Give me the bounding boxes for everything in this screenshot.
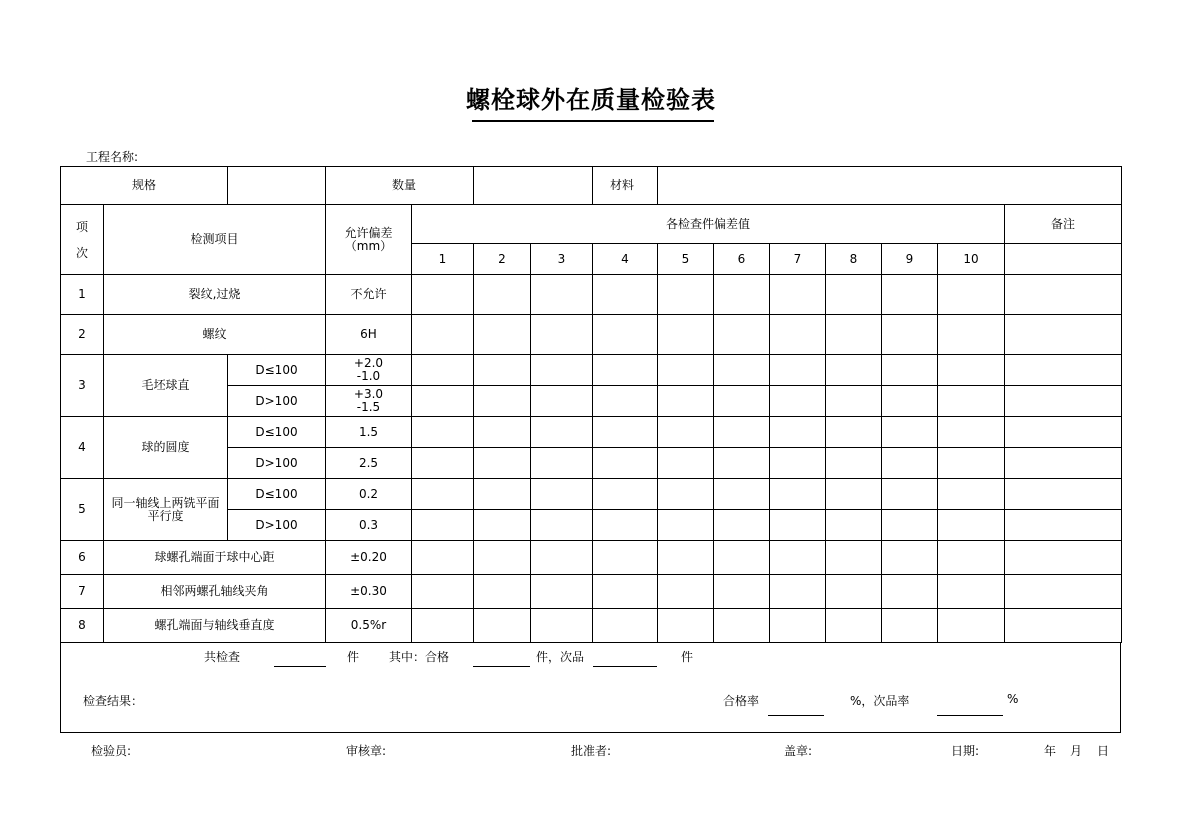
remarks-cell[interactable] [1005,541,1122,575]
deviation-cell[interactable] [714,609,770,643]
inspector-label: 检验员: [91,744,132,758]
deviation-cell[interactable] [882,448,938,479]
deviation-cell[interactable] [714,541,770,575]
deviation-cell[interactable] [882,275,938,315]
row-subitem: D≤100 [228,479,326,510]
column-7: 7 [770,244,826,275]
remarks-cell[interactable] [1005,275,1122,315]
pass-rate-label: 合格率 [723,694,760,708]
deviation-cell[interactable] [412,448,474,479]
remarks-cell[interactable] [1005,575,1122,609]
deviation-cell[interactable] [474,575,531,609]
row-no: 2 [61,315,104,355]
deviation-cell[interactable] [531,575,593,609]
row-no: 5 [61,479,104,541]
row-no: 1 [61,275,104,315]
table-row [61,355,1122,386]
tolerance-lower: -1.5 [356,400,381,414]
deviation-cell[interactable] [531,386,593,417]
row-no: 6 [61,541,104,575]
row-item-line2: 平行度 [147,508,184,523]
header-row [61,205,1122,244]
tolerance-header [326,205,412,275]
quantity-label: 数量 [326,167,474,205]
row-no: 3 [61,355,104,417]
deviation-cell[interactable] [658,355,714,386]
title-underline [472,120,714,122]
deviation-cell[interactable] [412,575,474,609]
deviation-cell[interactable] [658,541,714,575]
column-4: 4 [593,244,658,275]
tolerance-header-line1: 允许偏差 [344,225,393,240]
remarks-cell[interactable] [1005,355,1122,386]
deviation-cell[interactable] [474,315,531,355]
row-item: 球的圆度 [104,417,228,479]
deviation-cell[interactable] [531,609,593,643]
reviewer-label: 审核章: [346,744,387,758]
row-tolerance: 不允许 [326,275,412,315]
row-tolerance: 6H [326,315,412,355]
total-checked-label: 共检查 [204,650,241,664]
row-item: 裂纹,过烧 [104,275,326,315]
deviation-cell[interactable] [531,275,593,315]
row-tolerance: ±0.30 [326,575,412,609]
deviation-cell[interactable] [714,575,770,609]
row-item: 毛坯球直 [104,355,228,417]
pass-rate-blank[interactable] [768,715,824,716]
remarks-cell[interactable] [1005,386,1122,417]
deviation-cell[interactable] [882,609,938,643]
approver-label: 批准者: [571,744,612,758]
deviation-cell[interactable] [474,541,531,575]
defect-rate-label: %，次品率 [850,694,910,708]
table-row [61,541,1122,575]
remarks-cell[interactable] [1005,448,1122,479]
deviation-cell[interactable] [412,479,474,510]
column-8: 8 [826,244,882,275]
deviation-cell[interactable] [412,386,474,417]
deviation-cell[interactable] [474,386,531,417]
deviation-cell[interactable] [882,575,938,609]
project-name-label: 工程名称: [86,150,139,164]
row-item-line1: 同一轴线上两铣平面 [111,495,220,510]
deviation-cell[interactable] [658,417,714,448]
row-item: 相邻两螺孔轴线夹角 [104,575,326,609]
deviation-cell[interactable] [938,609,1005,643]
row-no: 7 [61,575,104,609]
deviation-cell[interactable] [938,417,1005,448]
deviation-cell[interactable] [770,275,826,315]
deviation-cell[interactable] [658,275,714,315]
column-3: 3 [531,244,593,275]
pieces-label: 件 [347,650,360,664]
deviation-cell[interactable] [714,417,770,448]
material-value[interactable] [658,167,1122,205]
deviation-cell[interactable] [593,479,658,510]
remarks-header: 备注 [1005,205,1122,244]
deviation-cell[interactable] [714,355,770,386]
row-item: 螺孔端面与轴线垂直度 [104,609,326,643]
deviation-cell[interactable] [412,315,474,355]
deviation-cell[interactable] [938,315,1005,355]
deviation-cell[interactable] [714,315,770,355]
deviation-cell[interactable] [531,479,593,510]
column-10: 10 [938,244,1005,275]
tolerance-upper: +2.0 [353,356,384,370]
deviation-cell[interactable] [474,479,531,510]
deviation-cell[interactable] [770,448,826,479]
deviation-cell[interactable] [593,275,658,315]
deviation-cell[interactable] [938,355,1005,386]
item-no-header-text: 项次 [75,219,88,260]
item-header: 检测项目 [104,205,326,275]
summary-section [60,642,1121,733]
deviation-cell[interactable] [826,448,882,479]
pass-label: 其中：合格 [389,650,450,664]
deviation-cell[interactable] [770,355,826,386]
deviation-cell[interactable] [826,275,882,315]
deviation-cell[interactable] [593,386,658,417]
row-no: 8 [61,609,104,643]
column-1: 1 [412,244,474,275]
deviation-cell[interactable] [412,609,474,643]
deviation-cell[interactable] [531,448,593,479]
deviation-cell[interactable] [531,510,593,541]
deviation-cell[interactable] [474,609,531,643]
column-5: 5 [658,244,714,275]
spec-value[interactable] [228,167,326,205]
deviation-cell[interactable] [938,386,1005,417]
deviation-cell[interactable] [882,386,938,417]
deviation-cell[interactable] [826,575,882,609]
defective-label: 件，次品 [536,650,585,664]
row-no: 4 [61,417,104,479]
deviation-cell[interactable] [593,541,658,575]
deviation-cell[interactable] [882,315,938,355]
deviation-cell[interactable] [658,479,714,510]
remarks-cell[interactable] [1005,609,1122,643]
table-row [61,575,1122,609]
table-row [61,479,1122,510]
deviation-cell[interactable] [658,575,714,609]
deviation-cell[interactable] [412,541,474,575]
row-tolerance [326,386,412,417]
material-label: 材料 [593,167,658,205]
row-tolerance: 0.3 [326,510,412,541]
deviation-cell[interactable] [826,355,882,386]
deviation-cell[interactable] [826,510,882,541]
deviation-cell[interactable] [826,609,882,643]
page-title: 螺栓球外在质量检验表 [466,85,716,114]
seal-label: 盖章: [784,744,813,758]
deviation-cell[interactable] [593,448,658,479]
deviation-cell[interactable] [882,510,938,541]
table-row [61,315,1122,355]
deviation-cell[interactable] [714,386,770,417]
date-label: 日期: [951,744,980,758]
deviation-cell[interactable] [531,541,593,575]
deviation-cell[interactable] [938,510,1005,541]
remarks-blank [1005,244,1122,275]
row-subitem: D>100 [228,386,326,417]
deviation-cell[interactable] [658,609,714,643]
tolerance-upper: +3.0 [353,387,384,401]
defect-rate-blank[interactable] [937,715,1003,716]
defective-count-blank[interactable] [593,666,657,667]
deviation-cell[interactable] [938,575,1005,609]
table-row [61,609,1122,643]
row-tolerance: 0.5%r [326,609,412,643]
deviation-cell[interactable] [770,417,826,448]
deviation-cell[interactable] [938,479,1005,510]
row-tolerance [326,355,412,386]
row-subitem: D>100 [228,448,326,479]
deviation-cell[interactable] [770,510,826,541]
deviation-cell[interactable] [593,355,658,386]
deviation-cell[interactable] [826,386,882,417]
deviation-cell[interactable] [770,386,826,417]
deviation-cell[interactable] [531,315,593,355]
deviation-cell[interactable] [593,575,658,609]
pass-count-blank[interactable] [473,666,530,667]
deviation-cell[interactable] [770,479,826,510]
item-no-header [61,205,104,275]
deviation-cell[interactable] [412,275,474,315]
row-subitem: D≤100 [228,355,326,386]
row-tolerance: 1.5 [326,417,412,448]
deviation-cell[interactable] [826,541,882,575]
deviation-cell[interactable] [714,479,770,510]
deviation-cell[interactable] [658,510,714,541]
row-tolerance: 2.5 [326,448,412,479]
deviation-cell[interactable] [412,355,474,386]
column-9: 9 [882,244,938,275]
deviation-cell[interactable] [770,315,826,355]
row-subitem: D>100 [228,510,326,541]
row-tolerance: 0.2 [326,479,412,510]
deviation-cell[interactable] [938,448,1005,479]
spec-label: 规格 [61,167,228,205]
deviation-cell[interactable] [593,510,658,541]
row-item [104,479,228,541]
tolerance-header-line2: （mm） [344,238,393,253]
deviation-cell[interactable] [714,275,770,315]
deviation-cell[interactable] [474,417,531,448]
row-item: 球螺孔端面于球中心距 [104,541,326,575]
deviation-cell[interactable] [474,355,531,386]
deviation-cell[interactable] [826,479,882,510]
row-tolerance: ±0.20 [326,541,412,575]
date-month: 月 [1070,744,1083,758]
deviation-cell[interactable] [474,275,531,315]
deviation-cell[interactable] [593,609,658,643]
deviation-cell[interactable] [882,479,938,510]
deviation-cell[interactable] [714,510,770,541]
deviation-cell[interactable] [412,510,474,541]
row-item: 螺纹 [104,315,326,355]
remarks-cell[interactable] [1005,315,1122,355]
deviation-cell[interactable] [658,386,714,417]
deviation-values-header: 各检查件偏差值 [412,205,1005,244]
deviation-cell[interactable] [882,417,938,448]
pieces-end-label: 件 [681,650,694,664]
deviation-cell[interactable] [882,355,938,386]
column-6: 6 [714,244,770,275]
deviation-cell[interactable] [474,448,531,479]
deviation-cell[interactable] [826,315,882,355]
remarks-cell[interactable] [1005,510,1122,541]
deviation-cell[interactable] [770,575,826,609]
deviation-cell[interactable] [474,510,531,541]
row-subitem: D≤100 [228,417,326,448]
inspection-table [60,166,1122,643]
info-row [61,167,1122,205]
deviation-cell[interactable] [593,417,658,448]
deviation-cell[interactable] [412,417,474,448]
deviation-cell[interactable] [531,417,593,448]
deviation-cell[interactable] [770,609,826,643]
percent-label: % [1007,692,1019,706]
deviation-cell[interactable] [826,417,882,448]
tolerance-lower: -1.0 [356,369,381,383]
remarks-cell[interactable] [1005,417,1122,448]
remarks-cell[interactable] [1005,479,1122,510]
date-day: 日 [1097,744,1110,758]
total-checked-blank[interactable] [274,666,326,667]
result-label: 检查结果： [83,694,144,708]
table-row [61,275,1122,315]
deviation-cell[interactable] [658,315,714,355]
deviation-cell[interactable] [938,275,1005,315]
table-row [61,417,1122,448]
date-year: 年 [1044,744,1057,758]
column-2: 2 [474,244,531,275]
deviation-cell[interactable] [658,448,714,479]
deviation-cell[interactable] [714,448,770,479]
deviation-cell[interactable] [938,541,1005,575]
deviation-cell[interactable] [882,541,938,575]
deviation-cell[interactable] [593,315,658,355]
quantity-value[interactable] [474,167,593,205]
deviation-cell[interactable] [531,355,593,386]
deviation-cell[interactable] [770,541,826,575]
